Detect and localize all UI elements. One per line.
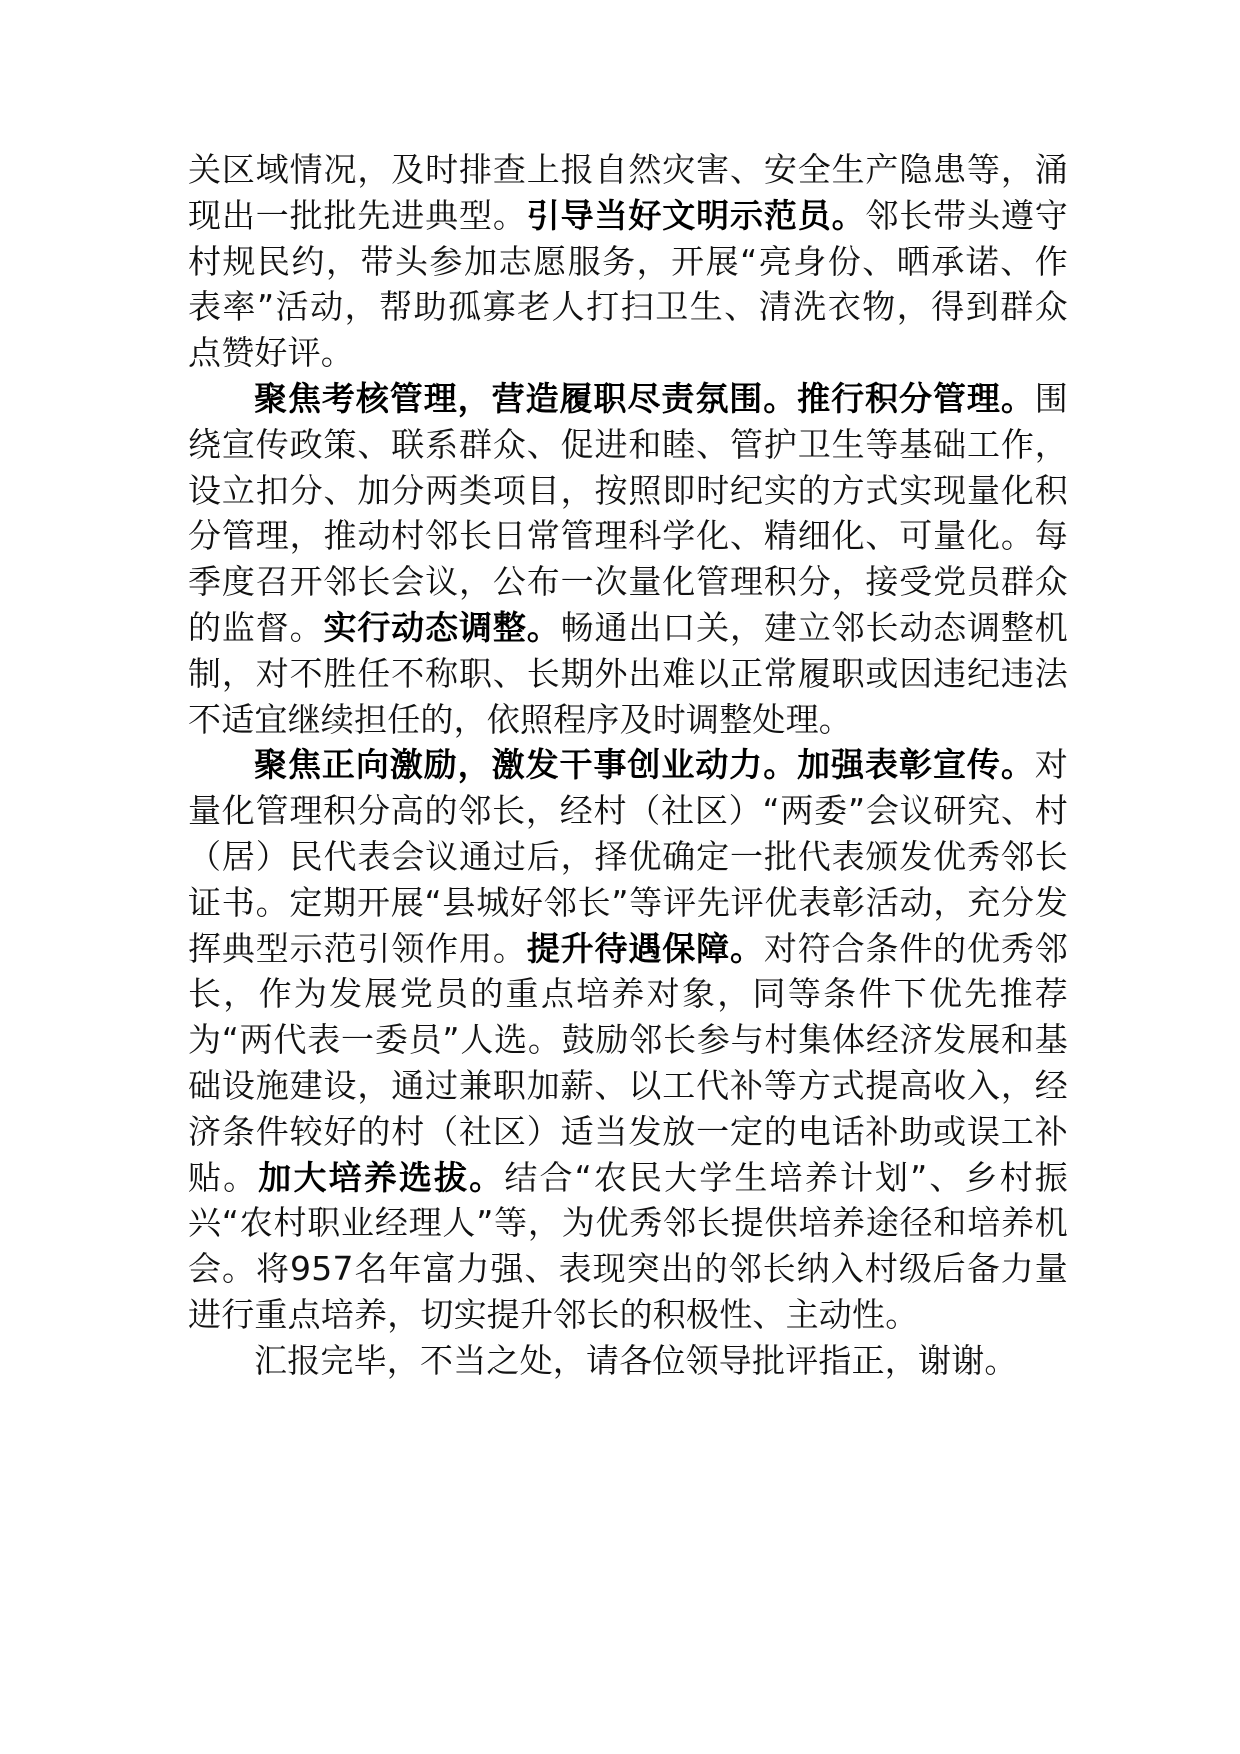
paragraph-heading-bold: 实行动态调整。 [323, 607, 561, 647]
paragraph-assessment-management [188, 376, 1068, 742]
paragraph-text: 对量化管理积分高的邻长，经村（社区）“两委”会议研究、村（居）民代表会议通过后，择优确定一批代表颁发优秀邻长证书。定期开展“县城好邻长”等评先评优表彰活动，充分发挥典型示范引领作用。 [188, 745, 1068, 968]
paragraph-heading-bold: 加大培养选拔。 [258, 1157, 505, 1197]
paragraph-heading-bold: 聚焦正向激励，激发干事创业动力。加强表彰宣传。 [254, 745, 1035, 785]
paragraph-civilization-example [188, 147, 1068, 376]
paragraph-text: 关区域情况，及时排查上报自然灾害、安全生产隐患等，涌现出一批批先进典型。 [188, 150, 1068, 235]
paragraph-positive-incentives [188, 742, 1068, 1337]
paragraph-heading-bold: 引导当好文明示范员。 [526, 195, 866, 235]
paragraph-text: 结合“农民大学生培养计划”、乡村振兴“农村职业经理人”等，为优秀邻长提供培养途径和培养机会。将957名年富力强、表现突出的邻长纳入村级后备力量进行重点培养，切实提升邻长的积极性、主动性。 [188, 1157, 1069, 1334]
paragraph-text: 汇报完毕，不当之处，请各位领导批评指正，谢谢。 [254, 1340, 1018, 1380]
paragraph-heading-bold: 聚焦考核管理，营造履职尽责氛围。推行积分管理。 [254, 378, 1035, 418]
paragraph-text: 对符合条件的优秀邻长，作为发展党员的重点培养对象，同等条件下优先推荐为“两代表一委员”人选。鼓励邻长参与村集体经济发展和基础设施建设，通过兼职加薪、以工代补等方式提高收入，经济条件较好的村（社区）适当发放一定的电话补助或误工补贴。 [188, 928, 1068, 1197]
paragraph-closing-remarks [188, 1338, 1068, 1384]
paragraph-text: 邻长带头遵守村规民约，带头参加志愿服务，开展“亮身份、晒承诺、作表率”活动，帮助孤寡老人打扫卫生、清洗衣物，得到群众点赞好评。 [188, 195, 1068, 373]
paragraph-text: 围绕宣传政策、联系群众、促进和睦、管护卫生等基础工作，设立扣分、加分两类项目，按照即时纪实的方式实现量化积分管理，推动村邻长日常管理科学化、精细化、可量化。每季度召开邻长会议，公布一次量化管理积分，接受党员群众的监督。 [188, 378, 1068, 647]
paragraph-text: 畅通出口关，建立邻长动态调整机制，对不胜任不称职、长期外出难以正常履职或因违纪违法不适宜继续担任的，依照程序及时调整处理。 [188, 607, 1069, 739]
paragraph-heading-bold: 提升待遇保障。 [526, 928, 764, 968]
document-body [188, 147, 1068, 1384]
